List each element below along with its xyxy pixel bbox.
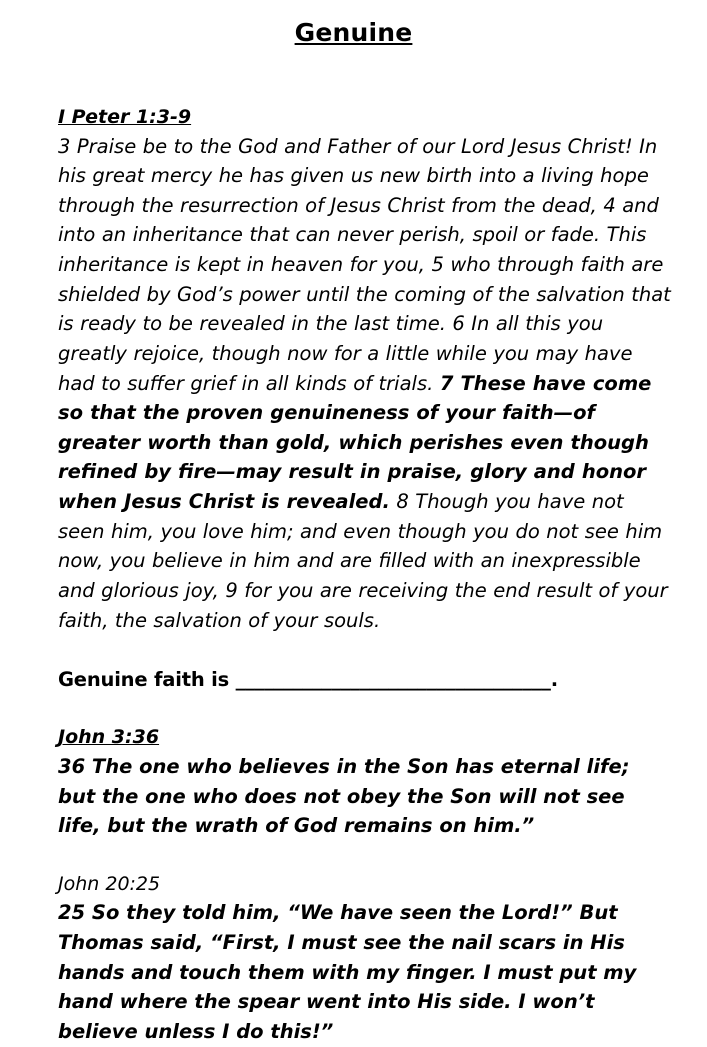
scripture-text-part-bold: 7 These have come so that the proven genuineness of your faith—of greater worth than gold, which perishes even though refined by fire—may result in praise, glory and honor when Jesus Christ is revealed. bbox=[58, 371, 652, 514]
scripture-text-john-2025: 25 So they told him, “We have seen the Lord!” But Thomas said, “First, I must see the nail scars in His hands and touch them with my finger. I must put my hand where the spear went into His side. I won’t believe unless I do this!” bbox=[58, 901, 637, 1043]
scripture-reference-first-peter: I Peter 1:3-9 bbox=[58, 106, 192, 128]
scripture-text-part-normal-1: 3 Praise be to the God and Father of our Lord Jesus Christ! In his great mercy he has given us new birth into a living hope through the resurrection of Jesus Christ from the dead, 4 and into an inheritance that can never perish, spoil or fade. This inheritance is kept in heaven for you, 5 who through faith are shielded by God’s power until the coming of the salvation that is ready to be revealed in the last time. 6 In all this you greatly rejoice, though now for a little while you may have had to suffer grief in all kinds of trials. bbox=[58, 134, 671, 395]
section-john-336 bbox=[58, 724, 673, 840]
section-john-2025 bbox=[58, 871, 673, 1047]
scripture-text-john-336: 36 The one who believes in the Son has eternal life; but the one who does not obey the Son will not see life, but the wrath of God remains on him.” bbox=[58, 754, 630, 838]
scripture-reference-john-336: John 3:36 bbox=[58, 726, 160, 749]
scripture-text-part-normal-2: 8 Though you have not seen him, you love him; and even though you do not see him now, you believe in him and are filled with an inexpressible and glorious joy, 9 for you are receiving the end result of your faith, the salvation of your souls. bbox=[58, 490, 668, 632]
section-gap-1 bbox=[0, 635, 707, 665]
fill-in-blank-prompt: Genuine faith is _________________________________. bbox=[58, 668, 558, 692]
scripture-text-first-peter bbox=[58, 132, 673, 636]
section-first-peter bbox=[58, 104, 673, 635]
fill-in-blank-block bbox=[58, 665, 673, 694]
section-gap-3 bbox=[0, 841, 707, 871]
document-page bbox=[0, 18, 707, 1043]
scripture-reference-john-2025: John 20:25 bbox=[58, 872, 161, 895]
section-gap-2 bbox=[0, 694, 707, 724]
page-title: Genuine bbox=[294, 18, 413, 47]
